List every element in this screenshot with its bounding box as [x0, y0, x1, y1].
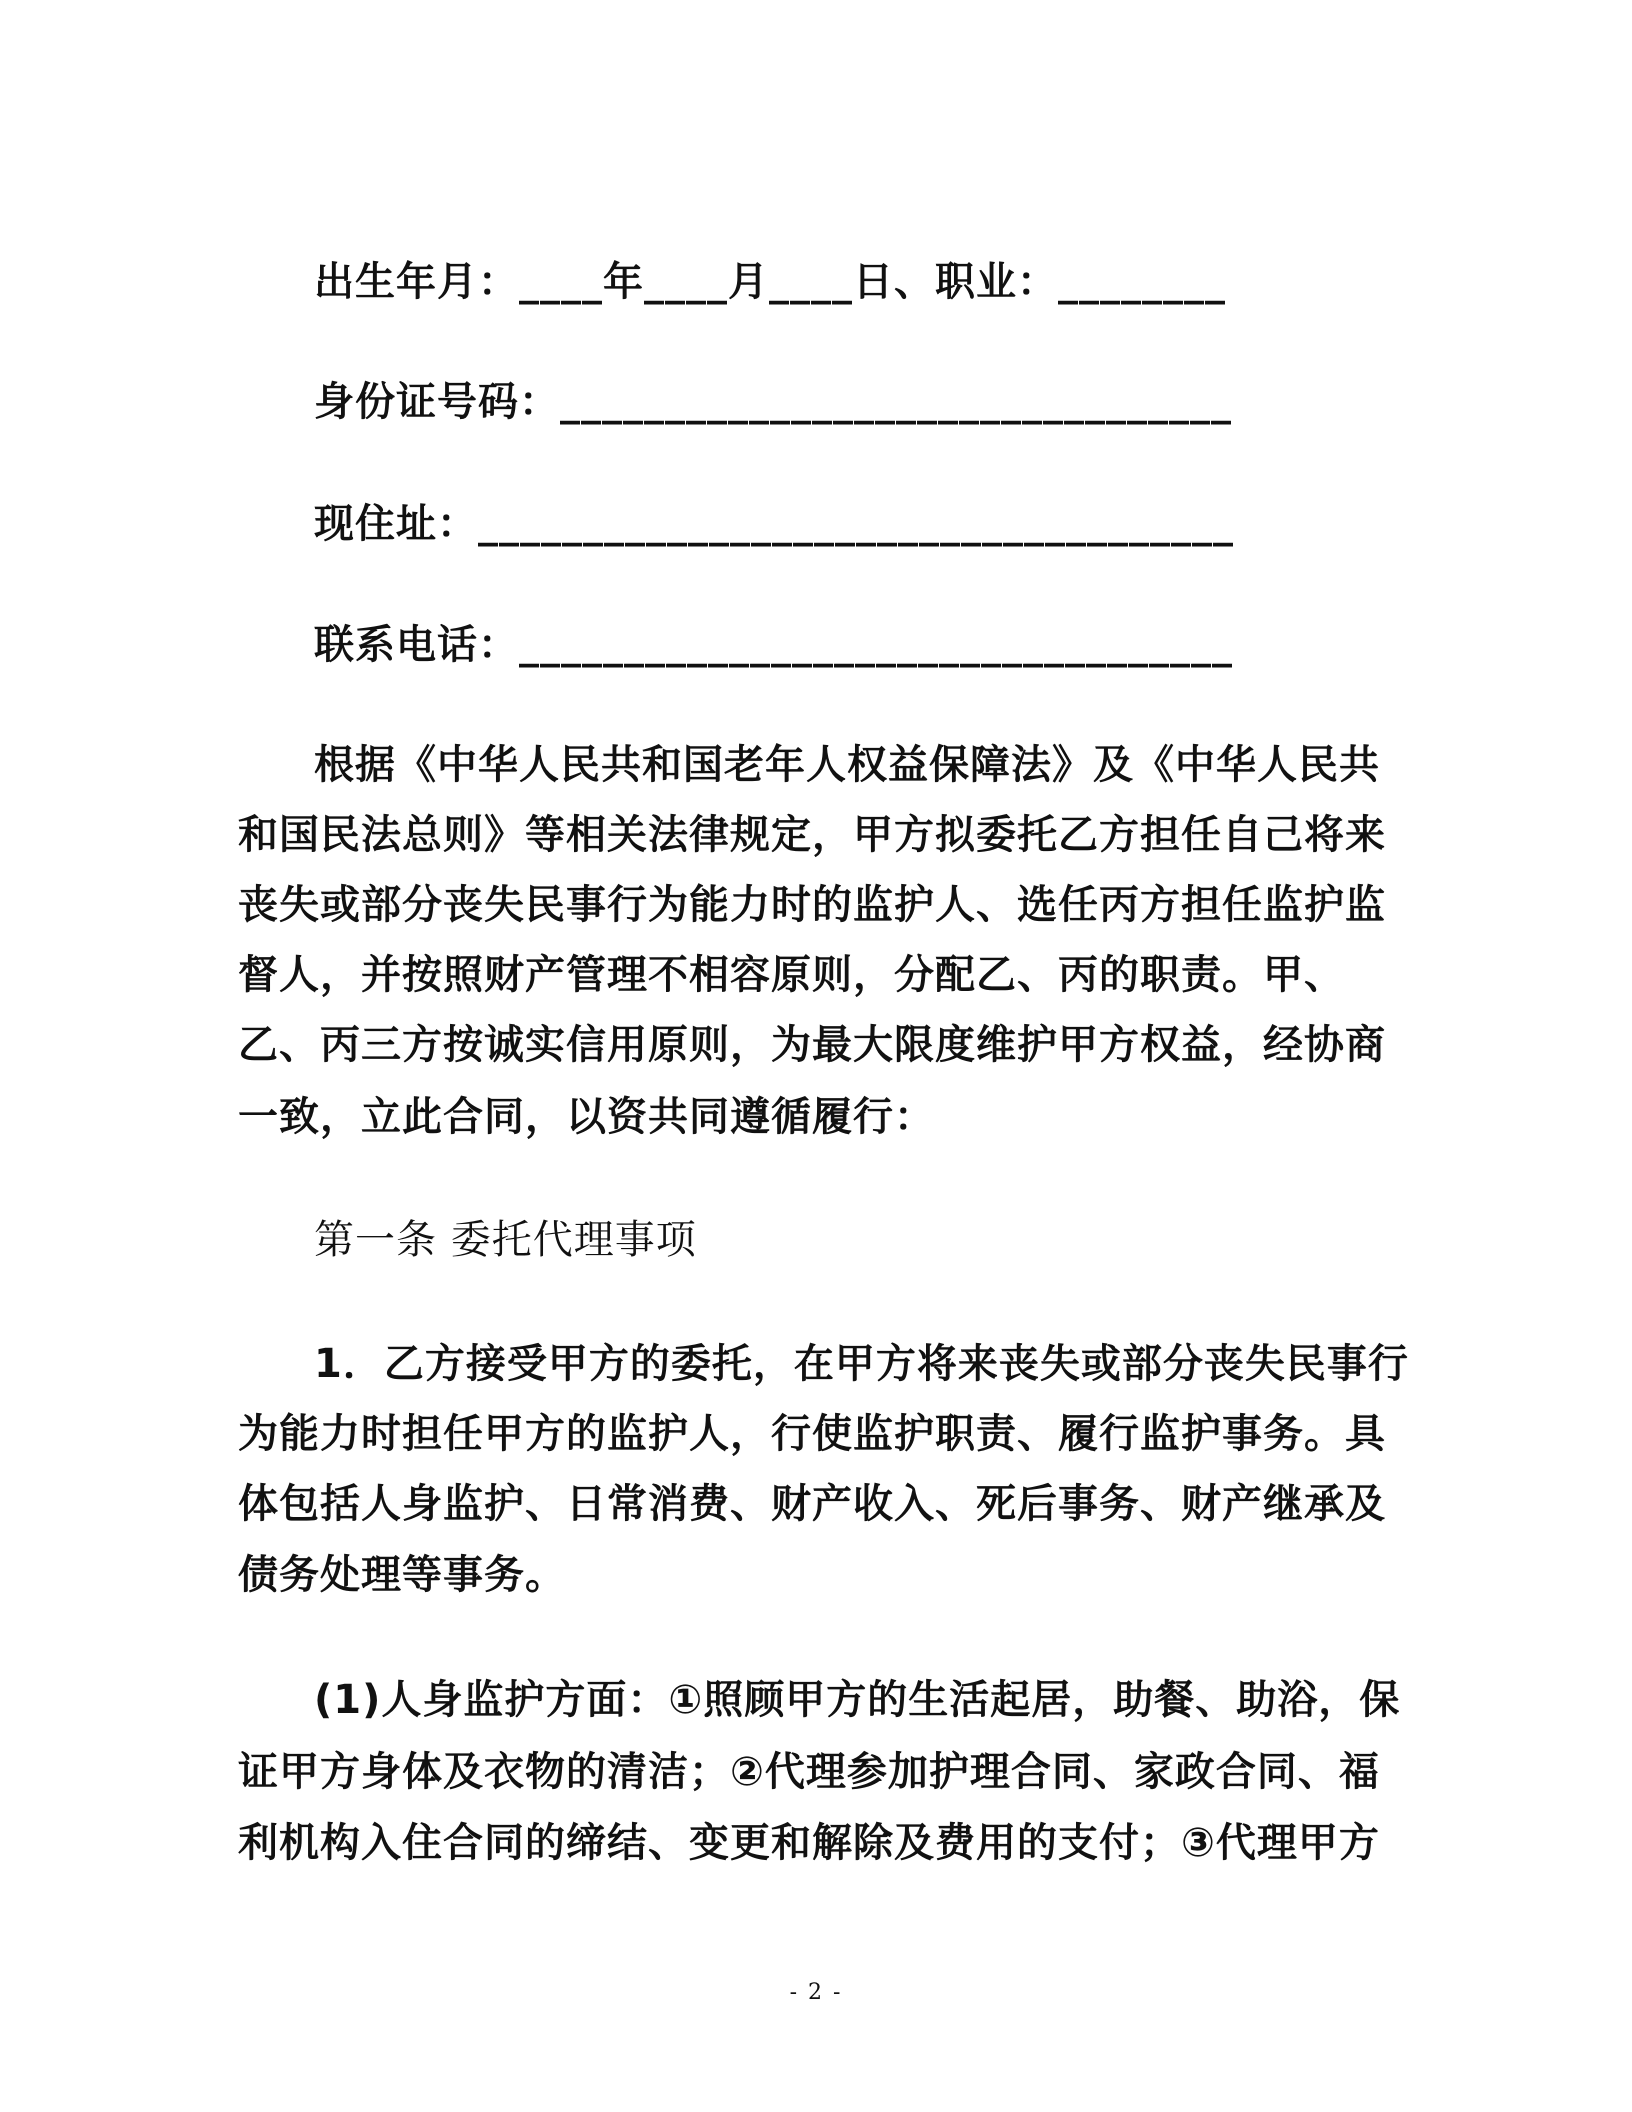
preamble-line: 一致，立此合同，以资共同遵循履行：: [238, 1094, 935, 1140]
sub-1-line: 利机构入住合同的缔结、变更和解除及费用的支付；③代理甲方: [238, 1820, 1380, 1866]
preamble-line: 乙、丙三方按诚实信用原则，为最大限度维护甲方权益，经协商: [238, 1022, 1386, 1068]
page-number: - 2 -: [789, 1980, 843, 2005]
address-field: 现住址：____________________________________: [314, 501, 1234, 547]
sub-1-line: 证甲方身体及衣物的清洁；②代理参加护理合同、家政合同、福: [238, 1749, 1380, 1795]
preamble-line: 根据《中华人民共和国老年人权益保障法》及《中华人民共: [314, 742, 1380, 788]
item-1-line: 为能力时担任甲方的监护人，行使监护职责、履行监护事务。具: [238, 1411, 1386, 1457]
preamble-line: 督人，并按照财产管理不相容原则，分配乙、丙的职责。甲、: [238, 952, 1345, 998]
phone-field: 联系电话：__________________________________: [314, 622, 1233, 668]
article-1-heading: 第一条 委托代理事项: [314, 1217, 697, 1263]
birth-occupation-field: 出生年月：____年____月____日、职业：________: [314, 259, 1226, 305]
preamble-line: 丧失或部分丧失民事行为能力时的监护人、选任丙方担任监护监: [238, 882, 1386, 928]
id-number-field: 身份证号码：________________________________: [314, 379, 1232, 425]
item-1-line: 1．乙方接受甲方的委托，在甲方将来丧失或部分丧失民事行: [314, 1341, 1409, 1387]
item-1-line: 体包括人身监护、日常消费、财产收入、死后事务、财产继承及: [238, 1481, 1386, 1527]
preamble-line: 和国民法总则》等相关法律规定，甲方拟委托乙方担任自己将来: [238, 812, 1386, 858]
sub-1-line: (1)人身监护方面：①照顾甲方的生活起居，助餐、助浴，保: [314, 1677, 1401, 1723]
item-1-line: 债务处理等事务。: [238, 1552, 566, 1598]
